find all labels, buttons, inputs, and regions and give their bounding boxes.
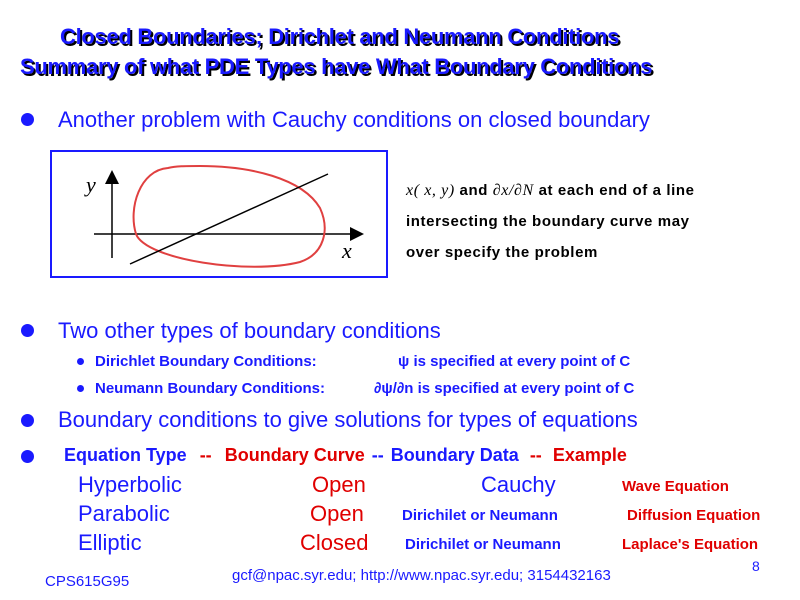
bullet-cauchy-problem: Another problem with Cauchy conditions on closed boundary <box>58 107 650 132</box>
math-dx-dn: ∂x/∂N <box>492 182 534 199</box>
footer-contact: gcf@npac.syr.edu; http://www.npac.syr.edu; 3154432163 <box>232 567 611 584</box>
note-rest: at each end of a line <box>538 182 695 199</box>
header-sep: -- <box>199 445 212 465</box>
header-equation-type: Equation Type <box>64 445 187 465</box>
figure-frame <box>51 151 387 277</box>
figure-note-line1 <box>406 182 695 200</box>
neumann-description: ∂ψ/∂n is specified at every point of C <box>374 380 635 397</box>
row-parabolic-example: Diffusion Equation <box>627 507 761 524</box>
neumann-label: Neumann Boundary Conditions: <box>95 380 325 397</box>
sub-bullet-dot <box>77 358 84 365</box>
figure-note-line3: over specify the problem <box>406 244 598 261</box>
row-parabolic-data: Dirichilet or Neumann <box>402 507 558 524</box>
slide-title-line2: Summary of what PDE Types have What Boundary Conditions <box>20 54 653 79</box>
row-hyperbolic-example: Wave Equation <box>622 478 729 495</box>
bullet-dot <box>21 450 34 463</box>
header-sep: -- <box>529 445 542 465</box>
y-axis-label: y <box>86 172 96 197</box>
row-hyperbolic-curve: Open <box>312 472 366 497</box>
note-and: and <box>459 182 489 199</box>
footer-course: CPS615G95 <box>45 573 130 590</box>
x-axis-label: x <box>342 238 352 263</box>
row-elliptic-example: Laplace's Equation <box>622 536 759 553</box>
header-sep: -- <box>371 445 384 465</box>
figure-note-line2: intersecting the boundary curve may <box>406 213 690 230</box>
slide-title-line1: Closed Boundaries; Dirichlet and Neumann Conditions <box>60 24 620 49</box>
bullet-solutions: Boundary conditions to give solutions for types of equations <box>58 407 638 432</box>
row-parabolic-type: Parabolic <box>78 501 170 526</box>
header-example: Example <box>552 445 627 465</box>
header-boundary-curve: Boundary Curve <box>224 445 365 465</box>
row-hyperbolic-data: Cauchy <box>481 472 556 497</box>
bullet-dot <box>21 324 34 337</box>
bullet-dot <box>21 113 34 126</box>
bullet-two-types: Two other types of boundary conditions <box>58 318 441 343</box>
row-elliptic-data: Dirichilet or Neumann <box>405 536 561 553</box>
row-elliptic-curve: Closed <box>300 530 369 555</box>
footer-page-number: 8 <box>752 558 760 574</box>
row-elliptic-type: Elliptic <box>78 530 142 555</box>
row-parabolic-curve: Open <box>310 501 364 526</box>
bullet-dot <box>21 414 34 427</box>
header-boundary-data: Boundary Data <box>390 445 519 465</box>
math-x-xy: x( x, y) <box>406 182 455 199</box>
dirichlet-description: ψ is specified at every point of C <box>398 353 631 370</box>
table-header <box>64 445 627 466</box>
boundary-figure <box>50 150 390 280</box>
sub-bullet-dot <box>77 385 84 392</box>
dirichlet-label: Dirichlet Boundary Conditions: <box>95 353 317 370</box>
row-hyperbolic-type: Hyperbolic <box>78 472 182 497</box>
